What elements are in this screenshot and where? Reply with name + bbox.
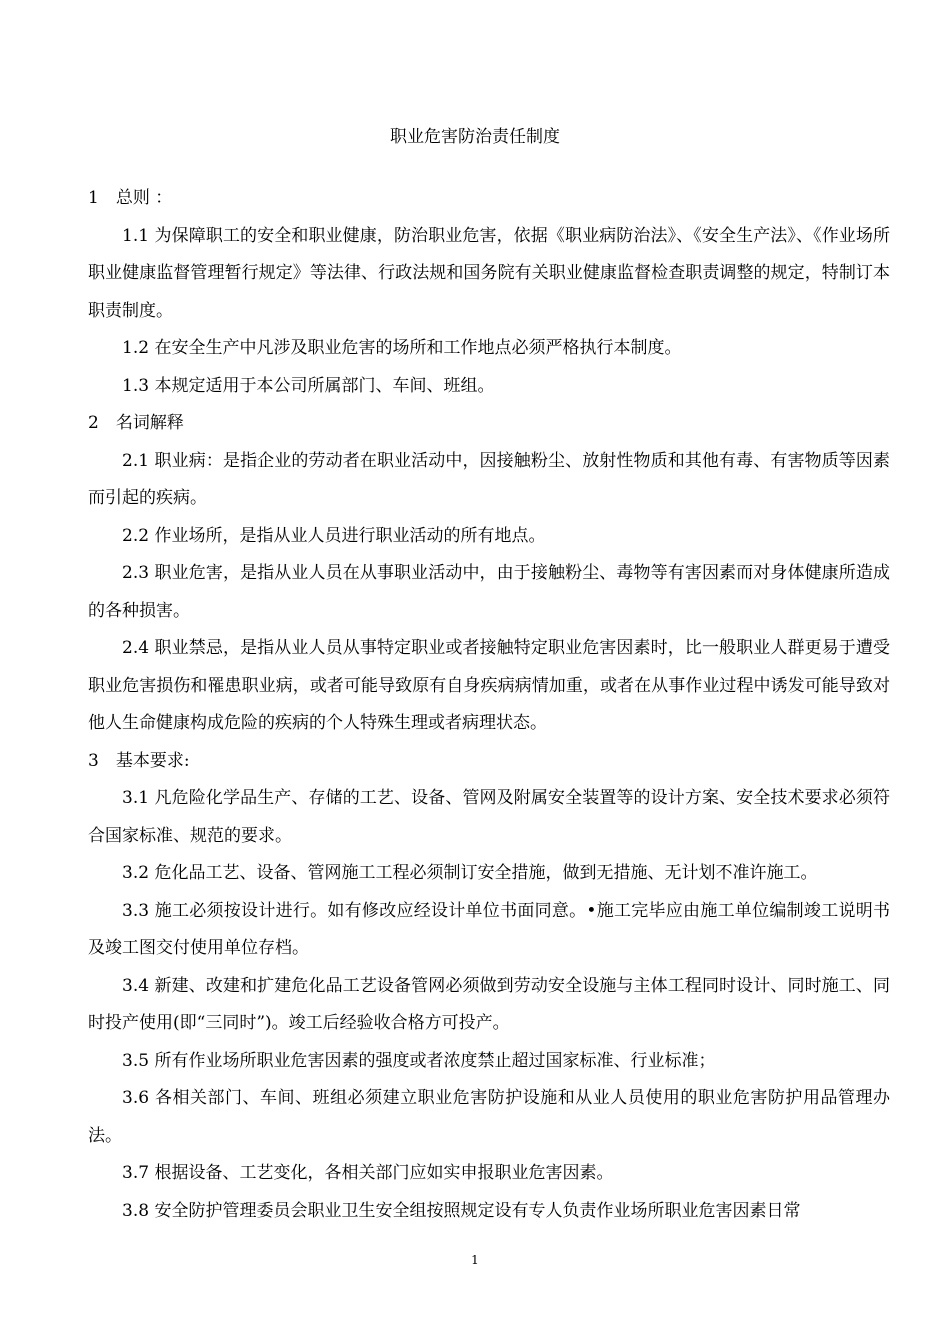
paragraph-3-1: 3.1 凡危险化学品生产、存储的工艺、设备、管网及附属安全装置等的设计方案、安全技术要求必须符合国家标准、规范的要求。 bbox=[88, 788, 890, 846]
paragraph-3-3: 3.3 施工必须按设计进行。如有修改应经设计单位书面同意。•施工完毕应由施工单位编制竣工说明书及竣工图交付使用单位存档。 bbox=[88, 900, 890, 958]
paragraph-3-6: 3.6 各相关部门、车间、班组必须建立职业危害防护设施和从业人员使用的职业危害防护用品管理办法。 bbox=[88, 1088, 890, 1146]
paragraph-1-1: 1.1 为保障职工的安全和职业健康，防治职业危害，依据《职业病防治法》、《安全生产法》、《作业场所职业健康监督管理暂行规定》等法律、行政法规和国务院有关职业健康监督检查职责调整的规定，特制订本职责制度。 bbox=[88, 225, 890, 321]
page-number: 1 bbox=[471, 1253, 479, 1267]
section-general bbox=[88, 180, 890, 405]
paragraph-2-4: 2.4 职业禁忌，是指从业人员从事特定职业或者接触特定职业危害因素时，比一般职业人群更易于遭受职业危害损伤和罹患职业病，或者可能导致原有自身疾病病情加重，或者在从事作业过程中诱发可能导致对他人生命健康构成危险的疾病的个人特殊生理或者病理状态。 bbox=[88, 638, 890, 733]
paragraph-3-2: 3.2 危化品工艺、设备、管网施工工程必须制订安全措施，做到无措施、无计划不准许施工。 bbox=[122, 863, 818, 883]
document-title: 职业危害防治责任制度 bbox=[390, 127, 560, 147]
paragraph-2-3: 2.3 职业危害，是指从业人员在从事职业活动中，由于接触粉尘、毒物等有害因素而对身体健康所造成的各种损害。 bbox=[88, 563, 890, 621]
section-definitions bbox=[88, 405, 890, 743]
paragraph-3-4: 3.4 新建、改建和扩建危化品工艺设备管网必须做到劳动安全设施与主体工程同时设计、同时施工、同时投产使用(即“三同时”)。竣工后经验收合格方可投产。 bbox=[88, 975, 890, 1033]
section-heading: 3 基本要求: bbox=[88, 750, 190, 771]
paragraph-3-8: 3.8 安全防护管理委员会职业卫生安全组按照规定设有专人负责作业场所职业危害因素日常 bbox=[122, 1200, 801, 1221]
document-body bbox=[88, 180, 890, 1230]
section-heading: 2 名词解释 bbox=[88, 413, 184, 433]
paragraph-2-2: 2.2 作业场所，是指从业人员进行职业活动的所有地点。 bbox=[122, 525, 546, 546]
paragraph-3-5: 3.5 所有作业场所职业危害因素的强度或者浓度禁止超过国家标准、行业标准； bbox=[122, 1050, 716, 1071]
paragraph-1-2: 1.2 在安全生产中凡涉及职业危害的场所和工作地点必须严格执行本制度。 bbox=[122, 338, 682, 358]
paragraph-3-7: 3.7 根据设备、工艺变化，各相关部门应如实申报职业危害因素。 bbox=[122, 1163, 614, 1183]
section-heading: 1 总则 ： bbox=[88, 188, 173, 208]
paragraph-2-1: 2.1 职业病：是指企业的劳动者在职业活动中，因接触粉尘、放射性物质和其他有毒、有害物质等因素而引起的疾病。 bbox=[88, 450, 890, 508]
section-basic-requirements bbox=[88, 743, 890, 1231]
paragraph-1-3: 1.3 本规定适用于本公司所属部门、车间、班组。 bbox=[122, 375, 495, 396]
